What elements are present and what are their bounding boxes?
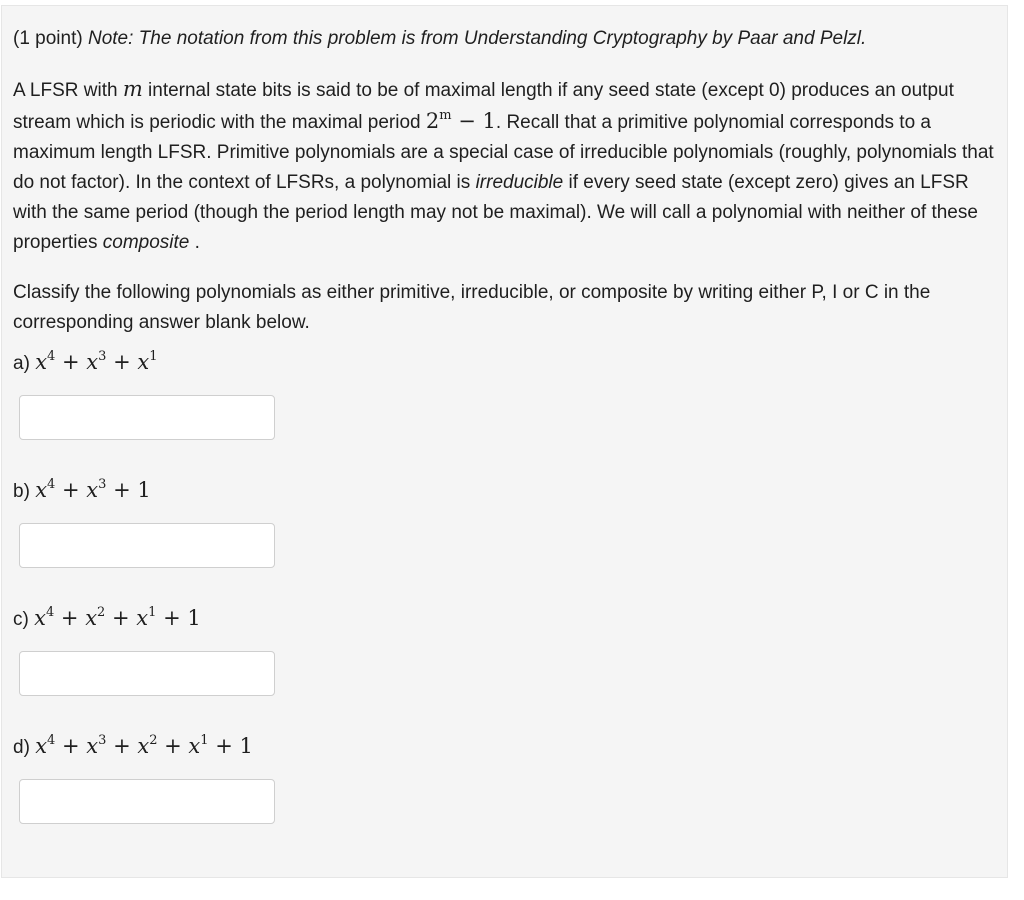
- term-base: x: [35, 478, 48, 502]
- term-exponent: 2: [149, 733, 158, 748]
- intro-text: internal state bits is said to be of maximal length if any seed state (except 0) produces an output stream which is periodic with the maximal period: [13, 80, 954, 133]
- term-base: 1: [137, 478, 151, 502]
- term-base: x: [35, 734, 48, 758]
- question-letter: a): [13, 353, 36, 374]
- question-d: [13, 731, 998, 859]
- plus-sign: +: [208, 734, 240, 758]
- answer-input-b[interactable]: [19, 523, 275, 568]
- polynomial: [35, 478, 151, 502]
- question-b: [13, 475, 998, 603]
- period-rest: − 1: [451, 109, 496, 133]
- question-c: [13, 603, 998, 731]
- plus-sign: +: [54, 606, 86, 630]
- polynomial: [35, 350, 157, 374]
- plus-sign: +: [106, 734, 138, 758]
- term-base: x: [136, 606, 149, 630]
- term-exponent: 1: [149, 349, 158, 364]
- irreducible-term: irreducible: [475, 172, 564, 193]
- plus-sign: +: [55, 350, 87, 374]
- question-letter: b): [13, 481, 36, 502]
- term-exponent: 3: [98, 349, 107, 364]
- term-exponent: 3: [98, 733, 107, 748]
- plus-sign: +: [156, 606, 188, 630]
- term-exponent: 3: [98, 477, 107, 492]
- plus-sign: +: [55, 478, 87, 502]
- plus-sign: +: [106, 350, 138, 374]
- answer-input-a[interactable]: [19, 395, 275, 440]
- term-exponent: 4: [47, 349, 56, 364]
- polynomial: [34, 606, 201, 630]
- variable-m: m: [122, 77, 143, 101]
- plus-sign: +: [106, 478, 138, 502]
- term-base: x: [34, 606, 46, 630]
- question-label: [13, 731, 998, 761]
- question-letter: c): [13, 609, 35, 630]
- term-base: x: [85, 606, 98, 630]
- term-base: 1: [187, 606, 201, 630]
- term-exponent: 4: [47, 477, 56, 492]
- term-exponent: 1: [148, 605, 157, 620]
- intro-text: .: [189, 232, 200, 253]
- points-label: (1 point): [13, 28, 83, 49]
- period-exponent: m: [439, 108, 452, 123]
- term-base: 1: [239, 734, 253, 758]
- intro-paragraph: [13, 74, 998, 258]
- plus-sign: +: [105, 606, 137, 630]
- term-base: x: [137, 350, 150, 374]
- question-label: [13, 603, 998, 633]
- term-exponent: 2: [97, 605, 106, 620]
- intro-text: . Recall that a primitive polynomial corresponds to a maximum length LFSR. Primitive polynomials are a special case of irreducible polynomials (roughly, polynomials that do not factor). In the context of LFSRs, a polynomial is: [13, 112, 994, 193]
- intro-text: if every seed state (except zero) gives an LFSR with the same period (though the period length may not be maximal). We will call a polynomial with neither of these properties: [13, 172, 978, 253]
- term-base: x: [188, 734, 201, 758]
- composite-term: composite: [102, 232, 190, 253]
- term-base: x: [86, 350, 99, 374]
- plus-sign: +: [55, 734, 87, 758]
- source-note: Note: The notation from this problem is from Understanding Cryptography by Paar and Pelzl.: [87, 28, 867, 49]
- term-base: x: [35, 350, 48, 374]
- question-list: [13, 347, 998, 859]
- polynomial: [35, 734, 253, 758]
- term-base: x: [86, 478, 99, 502]
- term-exponent: 4: [47, 733, 56, 748]
- question-label: [13, 475, 998, 505]
- problem-content: [13, 24, 998, 859]
- period-formula: [426, 109, 496, 133]
- term-exponent: 1: [200, 733, 209, 748]
- instructions: Classify the following polynomials as either primitive, irreducible, or composite by writing either P, I or C in the corresponding answer blank below.: [13, 282, 931, 333]
- term-base: x: [137, 734, 150, 758]
- plus-sign: +: [157, 734, 189, 758]
- question-label: [13, 347, 998, 377]
- answer-input-d[interactable]: [19, 779, 275, 824]
- intro-text: A LFSR with: [13, 80, 123, 101]
- problem-header: [13, 24, 998, 54]
- question-a: [13, 347, 998, 475]
- term-base: x: [86, 734, 99, 758]
- answer-input-c[interactable]: [19, 651, 275, 696]
- period-base: 2: [425, 109, 440, 133]
- question-letter: d): [13, 737, 36, 758]
- problem-card: [1, 5, 1008, 878]
- term-exponent: 4: [45, 605, 55, 620]
